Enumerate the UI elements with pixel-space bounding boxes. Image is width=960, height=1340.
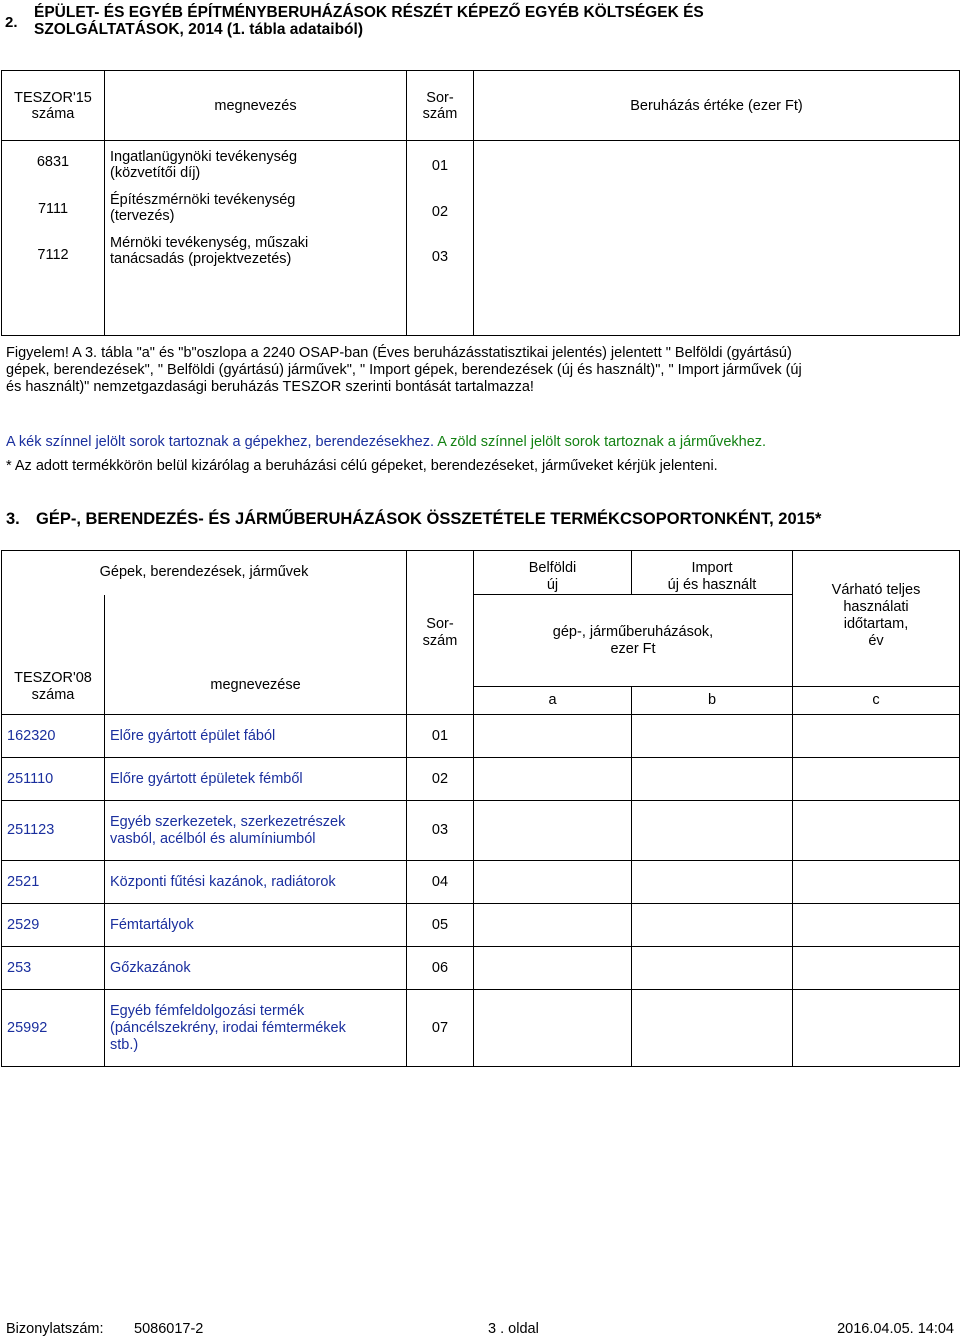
code-7111: 7111 xyxy=(37,201,69,217)
footer-doc-label: Bizonylatszám: xyxy=(6,1321,104,1337)
color-legend-note xyxy=(6,434,766,451)
row-name: Egyéb fémfeldolgozási termék (páncélszekrény, irodai fémtermékek stb.) xyxy=(105,990,407,1067)
row-input-a[interactable] xyxy=(474,904,632,947)
section-3-table xyxy=(1,550,960,1067)
row-code: 162320 xyxy=(2,715,105,758)
section-3-header-row-1 xyxy=(2,551,960,595)
section-3-number: 3. xyxy=(6,510,20,528)
row-code: 253 xyxy=(2,947,105,990)
header-import: Import új és használt xyxy=(632,551,793,595)
table-row xyxy=(2,861,960,904)
row-sor: 02 xyxy=(407,758,474,801)
row-input-b[interactable] xyxy=(632,904,793,947)
star-note: * Az adott termékkörön belül kizárólag a beruházási célú gépeket, berendezéseket, járműveket kérjük jelenteni. xyxy=(6,458,718,474)
row-input-b[interactable] xyxy=(632,715,793,758)
section-3-title: GÉP-, BERENDEZÉS- ÉS JÁRMŰBERUHÁZÁSOK ÖSSZETÉTELE TERMÉKCSOPORTONKÉNT, 2015* xyxy=(36,510,822,528)
sor-02: 02 xyxy=(431,204,449,220)
section-2-title-line2: SZOLGÁLTATÁSOK, 2014 (1. tábla adataiból) xyxy=(34,21,363,38)
names-cell xyxy=(105,141,407,336)
table-row xyxy=(2,947,960,990)
name-row-3: Mérnöki tevékenység, műszaki tanácsadás (projektvezetés) xyxy=(110,235,309,267)
row-input-b[interactable] xyxy=(632,990,793,1067)
header-col-c: c xyxy=(793,687,960,715)
row-input-b[interactable] xyxy=(632,801,793,861)
row-code: 25992 xyxy=(2,990,105,1067)
row-name: Gőzkazánok xyxy=(105,947,407,990)
row-input-a[interactable] xyxy=(474,758,632,801)
header-beruhazasok: gép-, járműberuházások, ezer Ft xyxy=(474,595,793,687)
name-row-2: Építészmérnöki tevékenység (tervezés) xyxy=(110,192,296,224)
sor-03: 03 xyxy=(431,249,449,265)
row-code: 2521 xyxy=(2,861,105,904)
table-row xyxy=(2,758,960,801)
table-row xyxy=(2,715,960,758)
section-2-title-line1: ÉPÜLET- ÉS EGYÉB ÉPÍTMÉNYBERUHÁZÁSOK RÉSZÉT KÉPEZŐ EGYÉB KÖLTSÉGEK ÉS xyxy=(34,4,704,21)
header-megnevezes: megnevezés xyxy=(105,71,407,141)
row-name: Előre gyártott épület fából xyxy=(105,715,407,758)
footer-doc-number: 5086017-2 xyxy=(134,1321,204,1337)
row-input-c[interactable] xyxy=(793,904,960,947)
value-input-cell[interactable] xyxy=(474,141,960,336)
codes-cell xyxy=(2,141,105,336)
row-input-a[interactable] xyxy=(474,715,632,758)
header-beruhazas-erteke: Beruházás értéke (ezer Ft) xyxy=(474,71,960,141)
sor-cell xyxy=(407,141,474,336)
blue-note: A kék színnel jelölt sorok tartoznak a gépekhez, berendezésekhez. xyxy=(6,434,435,450)
row-sor: 06 xyxy=(407,947,474,990)
header-teszor08: TESZOR'08 száma xyxy=(2,595,105,715)
header-col-b: b xyxy=(632,687,793,715)
row-input-c[interactable] xyxy=(793,715,960,758)
table-row xyxy=(2,801,960,861)
header-megnevezese: megnevezése xyxy=(105,595,407,715)
row-input-c[interactable] xyxy=(793,990,960,1067)
row-code: 2529 xyxy=(2,904,105,947)
row-input-a[interactable] xyxy=(474,801,632,861)
name-row-1: Ingatlanügynöki tevékenység (közvetítői díj) xyxy=(110,149,298,181)
row-input-c[interactable] xyxy=(793,947,960,990)
row-input-b[interactable] xyxy=(632,758,793,801)
row-sor: 04 xyxy=(407,861,474,904)
header-teszor15: TESZOR'15 száma xyxy=(2,71,105,141)
green-note: A zöld színnel jelölt sorok tartoznak a járművekhez. xyxy=(434,434,767,450)
row-input-a[interactable] xyxy=(474,861,632,904)
row-name: Központi fűtési kazánok, radiátorok xyxy=(105,861,407,904)
table-row xyxy=(2,904,960,947)
row-sor: 03 xyxy=(407,801,474,861)
row-code: 251123 xyxy=(2,801,105,861)
table-row xyxy=(2,990,960,1067)
footer-page-label: . oldal xyxy=(500,1321,539,1337)
row-input-a[interactable] xyxy=(474,990,632,1067)
row-name: Előre gyártott épületek fémből xyxy=(105,758,407,801)
header-sorszam-3: Sor- szám xyxy=(407,551,474,715)
footer-page xyxy=(488,1321,539,1337)
row-name: Fémtartályok xyxy=(105,904,407,947)
row-sor: 07 xyxy=(407,990,474,1067)
row-input-b[interactable] xyxy=(632,861,793,904)
footer-page-number: 3 xyxy=(488,1321,497,1337)
header-belfoldi: Belföldi új xyxy=(474,551,632,595)
row-sor: 01 xyxy=(407,715,474,758)
row-input-c[interactable] xyxy=(793,758,960,801)
row-input-c[interactable] xyxy=(793,861,960,904)
header-sorszam: Sor- szám xyxy=(407,71,474,141)
sor-01: 01 xyxy=(431,158,449,174)
section-2-number: 2. xyxy=(5,14,18,31)
figyelem-note: Figyelem! A 3. tábla "a" és "b"oszlopa a 2240 OSAP-ban (Éves beruházásstatisztikai jelentés) jelentett " Belföldi (gyártású) gépek, berendezések", " Belföldi (gyártású) járművek", " Import gépek, berendezések (új és használt)", " Import járművek (új és használt)" nemzetgazdasági beruházás TESZOR szerinti bontását tartalmazza! xyxy=(6,345,802,395)
row-input-a[interactable] xyxy=(474,947,632,990)
code-7112: 7112 xyxy=(37,247,69,263)
header-group: Gépek, berendezések, járművek xyxy=(2,551,407,595)
section-2-table xyxy=(1,70,960,336)
row-code: 251110 xyxy=(2,758,105,801)
code-6831: 6831 xyxy=(36,154,70,170)
footer-datetime: 2016.04.05. 14:04 xyxy=(837,1321,954,1337)
header-varhato: Várható teljes használati időtartam, év xyxy=(793,551,960,687)
row-input-b[interactable] xyxy=(632,947,793,990)
section-2-body-row xyxy=(2,141,960,336)
header-col-a: a xyxy=(474,687,632,715)
section-2-header-row xyxy=(2,71,960,141)
row-input-c[interactable] xyxy=(793,801,960,861)
row-name: Egyéb szerkezetek, szerkezetrészek vasból, acélból és alumíniumból xyxy=(105,801,407,861)
row-sor: 05 xyxy=(407,904,474,947)
section-2-title xyxy=(34,4,704,38)
